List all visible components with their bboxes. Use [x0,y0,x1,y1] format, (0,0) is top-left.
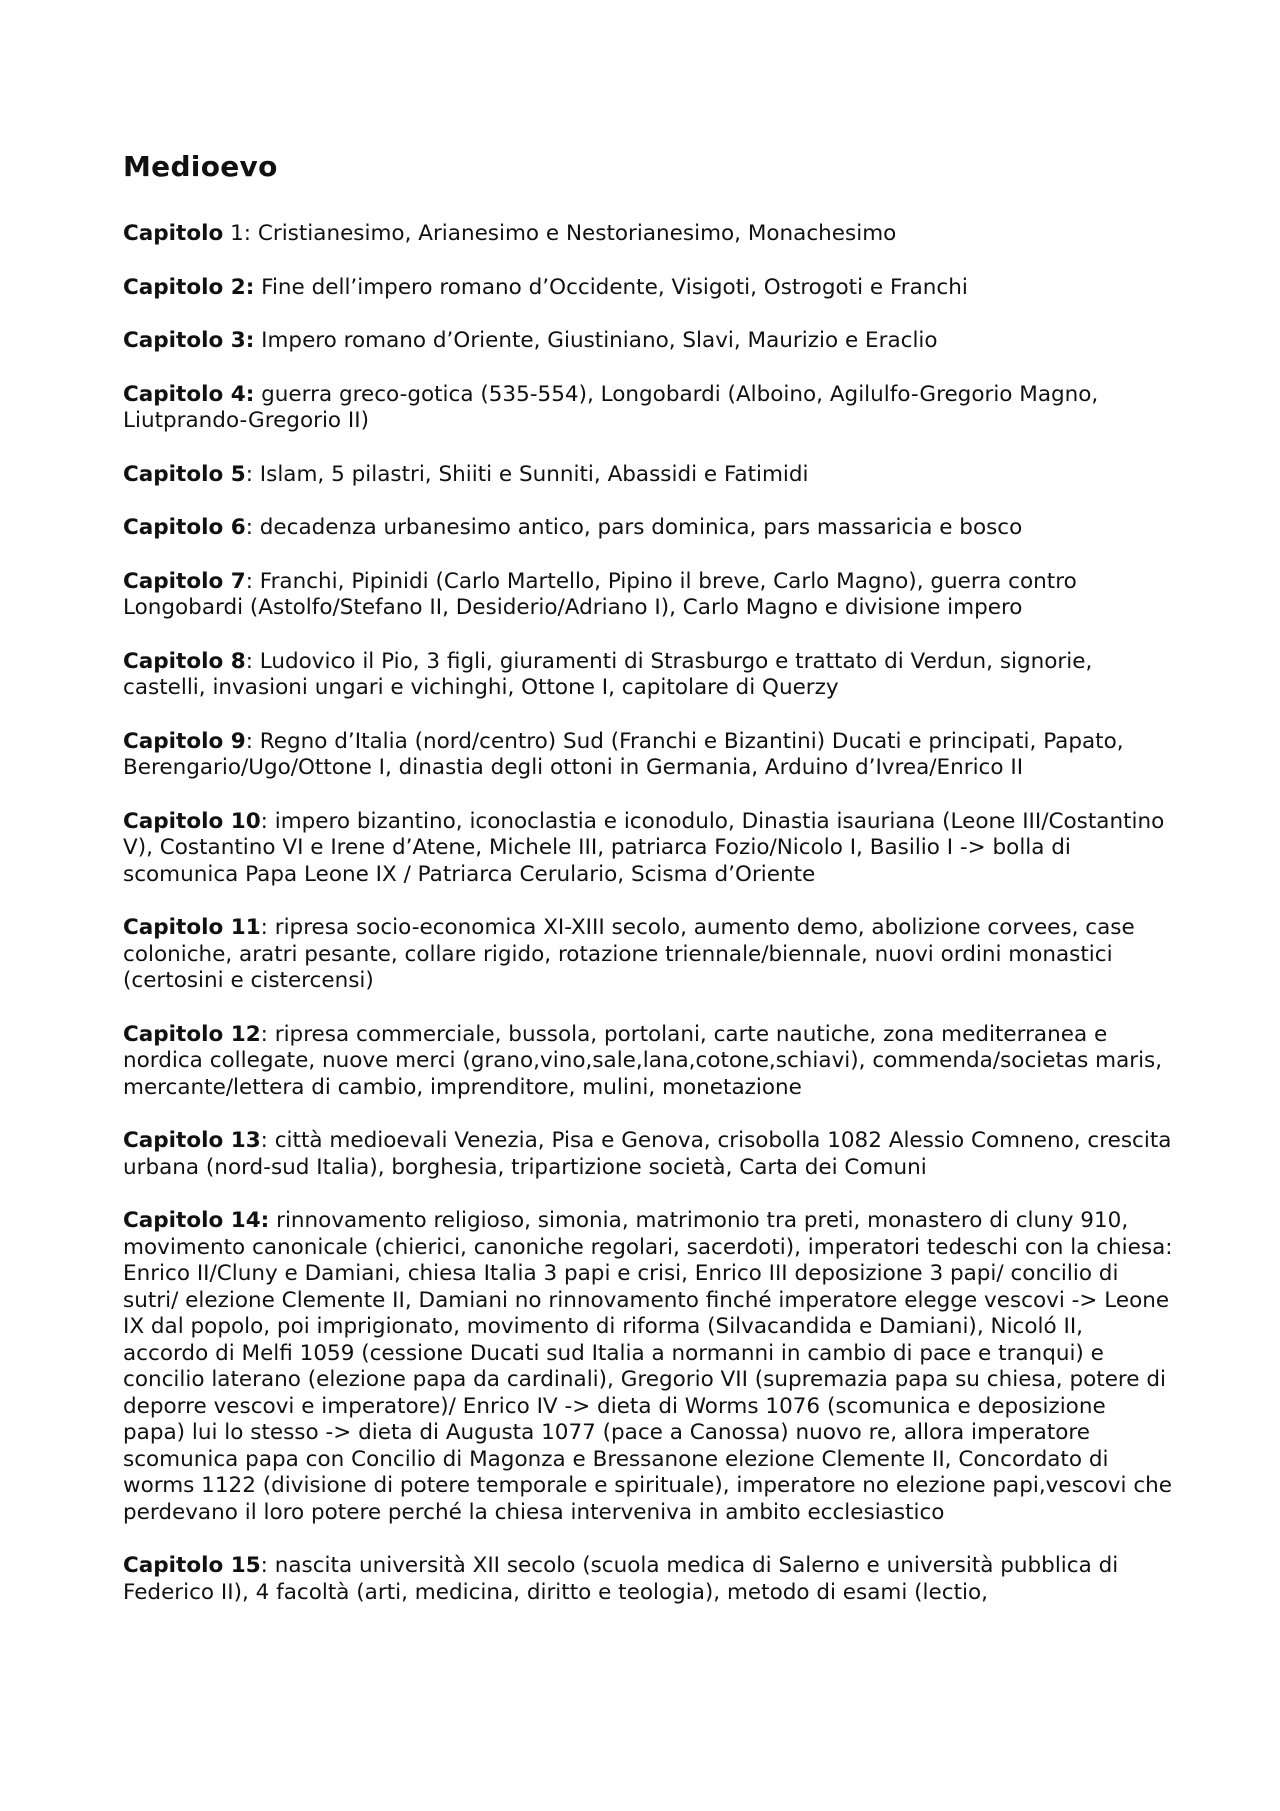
chapter-number: 8 [223,648,246,674]
chapter-number: 9 [223,728,246,754]
chapter-item [123,275,1173,302]
chapter-separator: : [245,648,260,674]
chapter-text: ripresa socio-economica XI-XIII secolo, aumento demo, abolizione corvees, case coloniche, aratri pesante, collare rigido, rotazione triennale/biennale, nuovi ordini monastici (certosini e cistercensi) [123,915,1135,993]
chapter-separator: : [260,915,275,940]
chapter-separator: : [260,1553,275,1578]
chapter-label: Capitolo [123,568,224,594]
chapter-label: Capitolo [123,648,224,674]
chapter-label: Capitolo [123,1021,224,1047]
chapter-text: impero bizantino, iconoclastia e iconodulo, Dinastia isauriana (Leone III/Costantino V), Costantino VI e Irene d’Atene, Michele III, patriarca Fozio/Nicolo I, Basilio I -> bolla di scomunica Papa Leone IX / Patriarca Cerulario, Scisma d’Oriente [123,808,1165,887]
chapter-item [123,1553,1173,1606]
chapter-text: Islam, 5 pilastri, Shiiti e Sunniti, Abassidi e Fatimidi [259,461,809,487]
chapter-number: 13 [223,1128,261,1153]
chapter-label: Capitolo [123,728,224,754]
chapter-label: Capitolo [123,915,224,940]
chapter-text: ripresa commerciale, bussola, portolani, carte nautiche, zona mediterranea e nordica collegate, nuove merci (grano,vino,sale,lana,cotone,schiavi), commenda/societas maris, mercante/lettera di cambio, imprenditore, mulini, monetazione [123,1021,1163,1100]
chapter-item [123,515,1173,542]
chapter-number: 14: [223,1208,270,1233]
chapter-label: Capitolo [123,808,224,834]
chapter-separator: : [260,1021,275,1047]
chapter-text: Cristianesimo, Arianesimo e Nestorianesimo, Monachesimo [257,221,897,246]
chapter-item [123,729,1173,782]
chapter-separator: : [260,808,275,834]
chapter-item [123,328,1173,355]
chapter-number: 4: [223,381,255,407]
chapter-text: città medioevali Venezia, Pisa e Genova, crisobolla 1082 Alessio Comneno, crescita urbana (nord-sud Italia), borghesia, tripartizione società, Carta dei Comuni [123,1128,1172,1180]
chapter-item [123,1208,1173,1526]
chapter-list [123,221,1173,1606]
chapter-separator: : [245,568,260,594]
document-title: Medioevo [123,150,278,183]
chapter-item [123,915,1173,995]
chapter-number: 5 [223,461,246,487]
chapter-label: Capitolo [123,1553,224,1578]
chapter-number: 15 [223,1553,261,1578]
chapter-number: 12 [223,1021,261,1047]
chapter-text: Franchi, Pipinidi (Carlo Martello, Pipino il breve, Carlo Magno), guerra contro Longobardi (Astolfo/Stefano II, Desiderio/Adriano I), Carlo Magno e divisione impero [123,568,1077,620]
chapter-number: 6 [223,515,246,540]
chapter-number: 11 [223,915,261,940]
chapter-number: 7 [223,568,246,594]
chapter-item [123,649,1173,702]
chapter-item [123,1128,1173,1181]
chapter-text: guerra greco-gotica (535-554), Longobardi (Alboino, Agilulfo-Gregorio Magno, Liutprando-Gregorio II) [123,381,1099,433]
chapter-label: Capitolo [123,274,224,300]
chapter-label: Capitolo [123,328,224,353]
chapter-separator: : [245,461,260,487]
chapter-text: Regno d’Italia (nord/centro) Sud (Franchi e Bizantini) Ducati e principati, Papato, Berengario/Ugo/Ottone I, dinastia degli ottoni in Germania, Arduino d’Ivrea/Enrico II [123,728,1124,780]
chapter-label: Capitolo [123,1128,224,1153]
chapter-text: decadenza urbanesimo antico, pars dominica, pars massaricia e bosco [259,515,1023,540]
chapter-separator: : [243,221,258,246]
chapter-separator: : [245,728,260,754]
chapter-text: Ludovico il Pio, 3 figli, giuramenti di Strasburgo e trattato di Verdun, signorie, castelli, invasioni ungari e vichinghi, Ottone I, capitolare di Querzy [123,648,1093,700]
chapter-item [123,809,1173,889]
chapter-number: 3: [223,328,255,353]
chapter-label: Capitolo [123,461,224,487]
chapter-text: nascita università XII secolo (scuola medica di Salerno e università pubblica di Federico II), 4 facoltà (arti, medicina, diritto e teologia), metodo di esami (lectio, [123,1553,1119,1605]
chapter-item [123,1022,1173,1102]
chapter-label: Capitolo [123,515,224,540]
chapter-separator: : [245,515,260,540]
chapter-label: Capitolo [123,1208,224,1233]
chapter-number: 1 [223,221,244,246]
document-page [123,150,1173,1633]
chapter-text: Fine dell’impero romano d’Occidente, Visigoti, Ostrogoti e Franchi [261,274,968,300]
chapter-item [123,382,1173,435]
chapter-text: rinnovamento religioso, simonia, matrimonio tra preti, monastero di cluny 910, movimento canonicale (chierici, canoniche regolari, sacerdoti), imperatori tedeschi con la chiesa: Enrico II/Cluny e Damiani, chiesa Italia 3 papi e crisi, Enrico III deposizione 3 papi/ concilio di sutri/ elezione Clemente II, Damiani no rinnovamento finché imperatore elegge vescovi -> Leone IX dal popolo, poi imprigionato, movimento di riforma (Silvacandida e Damiani), Nicoló II, accordo di Melfi 1059 (cessione Ducati sud Italia a normanni in cambio di pace e tranqui) e concilio laterano (elezione papa da cardinali), Gregorio VII (supremazia papa su chiesa, potere di deporre vescovi e imperatore)/ Enrico IV -> dieta di Worms 1076 (scomunica e deposizione papa) lui lo stesso -> dieta di Augusta 1077 (pace a Canossa) nuovo re, allora imperatore scomunica papa con Concilio di Magonza e Bressanone elezione Clemente II, Concordato di worms 1122 (divisione di potere temporale e spirituale), imperatore no elezione papi,vescovi che perdevano il loro potere perché la chiesa interveniva in ambito ecclesiastico [123,1208,1173,1525]
chapter-separator: : [260,1128,275,1153]
chapter-number: 10 [223,808,261,834]
chapter-label: Capitolo [123,221,224,246]
chapter-label: Capitolo [123,381,224,407]
chapter-item [123,462,1173,489]
chapter-item [123,221,1173,248]
chapter-item [123,569,1173,622]
chapter-text: Impero romano d’Oriente, Giustiniano, Slavi, Maurizio e Eraclio [261,328,938,353]
chapter-number: 2: [223,274,255,300]
